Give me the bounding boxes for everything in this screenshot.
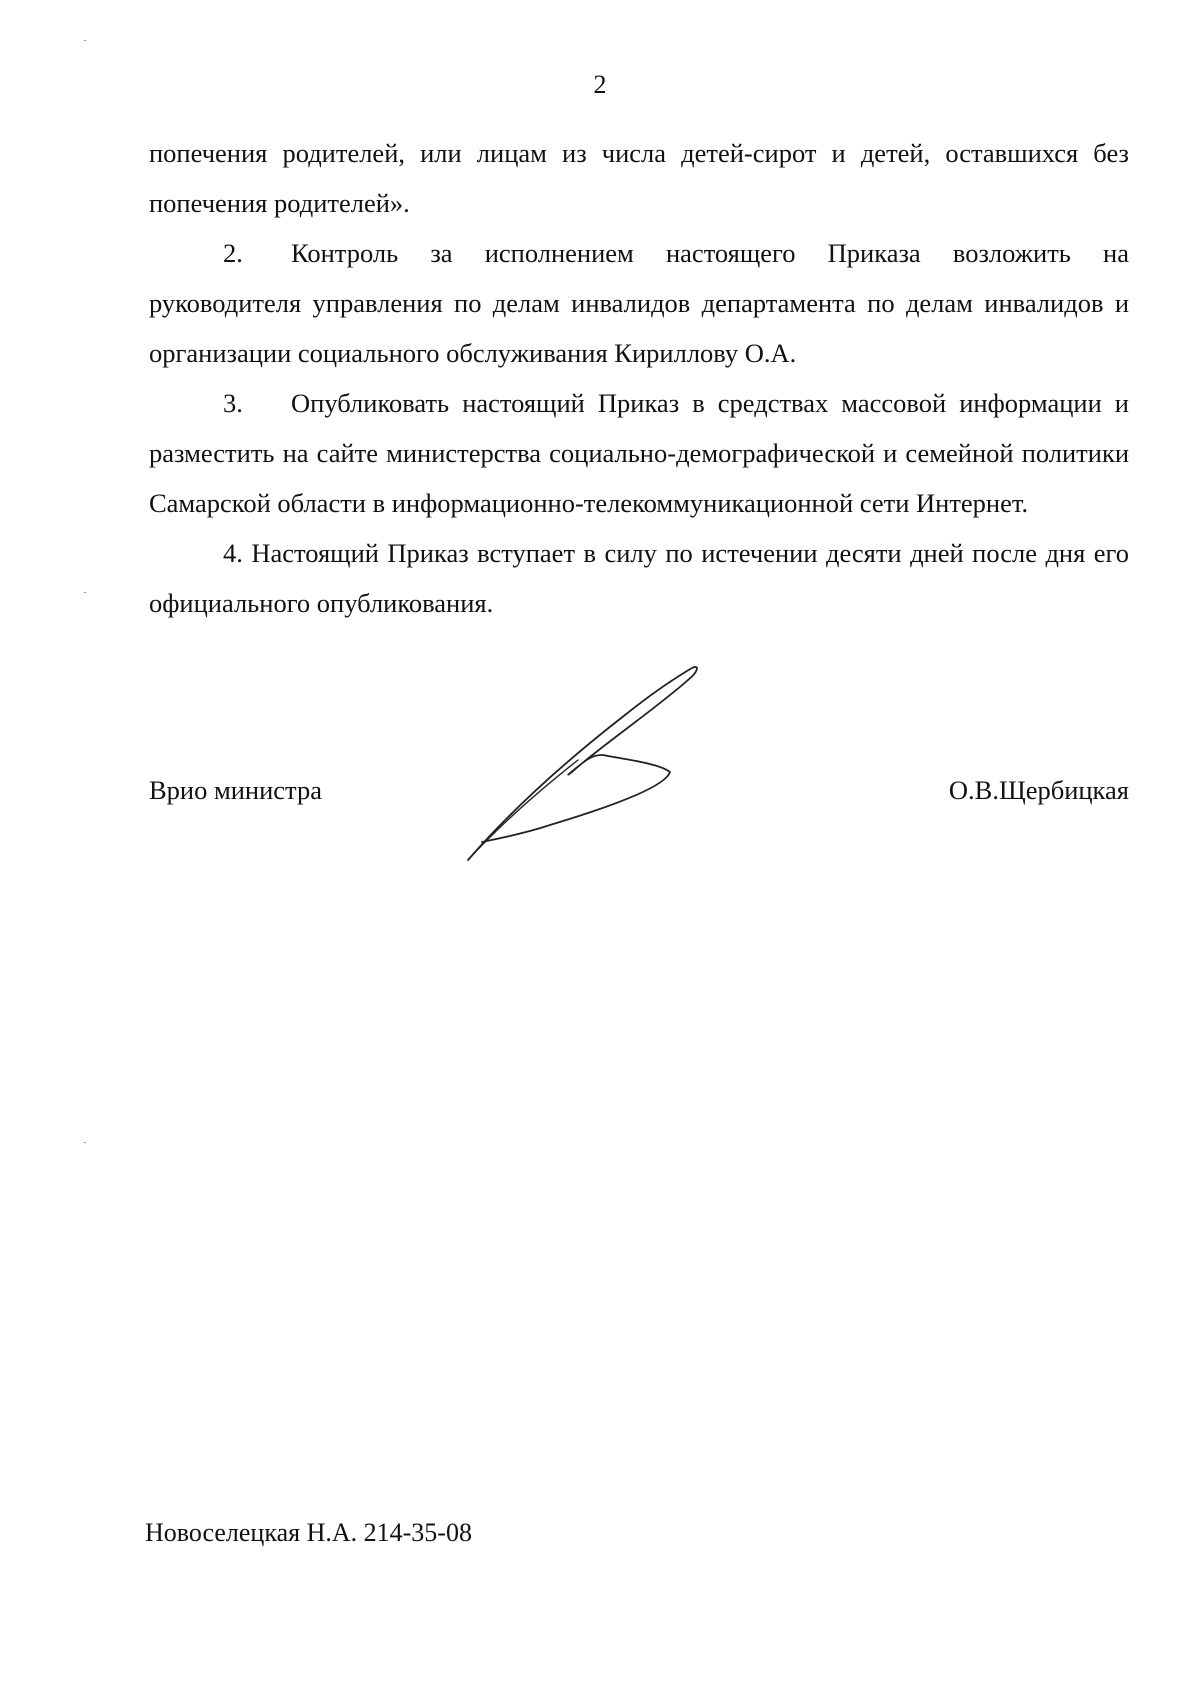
- signatory-position: Врио министра: [149, 775, 322, 805]
- executor-contact: Новоселецкая Н.А. 214-35-08: [145, 1518, 472, 1547]
- paragraph-number: 2.: [223, 238, 243, 268]
- paragraph-3: [149, 378, 1129, 528]
- paragraph-text: 4. Настоящий Приказ вступает в силу по истечении десяти дней после дня его официального опубликования.: [149, 538, 1129, 618]
- page-number: 2: [593, 70, 607, 99]
- paragraph-2: [149, 228, 1129, 378]
- paragraph-continuation: [149, 128, 1129, 228]
- paragraph-4: [149, 528, 1129, 628]
- signatory-name: О.В.Щербицкая: [948, 775, 1129, 805]
- document-body: [149, 128, 1129, 628]
- scan-edge-mark: [84, 1142, 86, 1143]
- paragraph-text: Контроль за исполнением настоящего Приказа возложить на руководителя управления по делам инвалидов департамента по делам инвалидов и организации социального обслуживания Кириллову О.А.: [149, 238, 1129, 368]
- paragraph-text: Опубликовать настоящий Приказ в средствах массовой информации и разместить на сайте министерства социально-демографической и семейной политики Самарской области в информационно-телекоммуникационной сети Интернет.: [149, 388, 1129, 518]
- paragraph-text: попечения родителей, или лицам из числа детей-сирот и детей, оставшихся без попечения родителей».: [149, 138, 1129, 218]
- scan-edge-mark: [84, 40, 86, 41]
- paragraph-number: 3.: [223, 388, 243, 418]
- handwritten-signature: [460, 660, 730, 870]
- scan-edge-mark: [84, 592, 86, 593]
